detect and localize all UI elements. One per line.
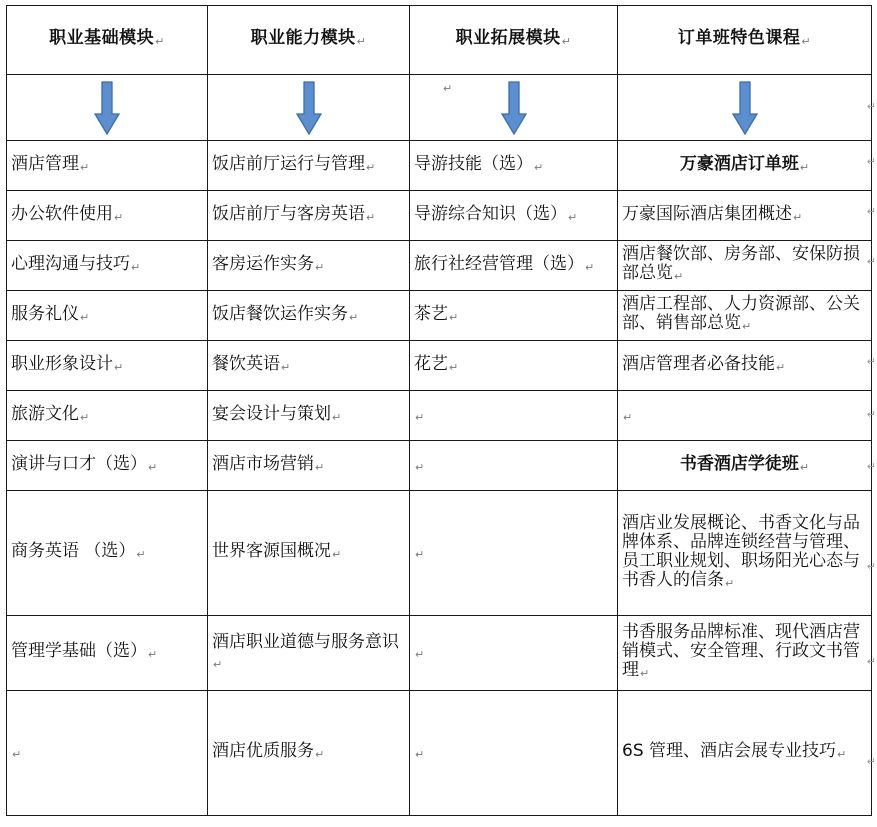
edge-mark: ↵	[866, 205, 876, 218]
paragraph-mark: ↵	[213, 657, 223, 671]
basic-module-cell	[7, 691, 208, 816]
paragraph-mark: ↵	[799, 460, 810, 474]
header-row	[7, 6, 872, 75]
edge-mark: ↵	[866, 155, 876, 168]
order-course-cell	[618, 691, 872, 816]
expand-module-cell	[410, 241, 618, 291]
cell-text: 餐饮英语	[212, 353, 280, 374]
cell-text: 客房运作实务	[212, 253, 314, 274]
order-course-cell	[618, 491, 872, 616]
ability-module-cell	[208, 141, 410, 191]
paragraph-mark: ↵	[449, 310, 459, 324]
order-course-cell	[618, 291, 872, 341]
paragraph-mark: ↵	[561, 35, 572, 48]
ability-module-cell	[208, 616, 410, 691]
header-label: 职业基础模块	[49, 28, 155, 48]
expand-module-cell	[410, 341, 618, 391]
expand-module-cell	[410, 141, 618, 191]
paragraph-mark: ↵	[281, 360, 291, 374]
table-row	[7, 141, 872, 191]
paragraph-mark: ↵	[114, 210, 124, 224]
header-basic-module	[7, 6, 208, 75]
cell-text: 服务礼仪	[11, 303, 79, 324]
paragraph-mark: ↵	[837, 748, 847, 761]
expand-module-cell	[410, 491, 618, 616]
edge-mark: ↵	[866, 255, 876, 268]
ability-module-cell	[208, 191, 410, 241]
cell-text: 酒店管理	[11, 153, 79, 174]
ability-module-cell	[208, 391, 410, 441]
expand-module-cell	[410, 391, 618, 441]
table-row	[7, 341, 872, 391]
edge-mark: ↵	[866, 408, 876, 421]
expand-module-cell	[410, 191, 618, 241]
paragraph-mark: ↵	[80, 310, 90, 324]
table-row	[7, 191, 872, 241]
basic-module-cell	[7, 141, 208, 191]
paragraph-mark: ↵	[623, 410, 633, 424]
down-arrow-icon	[296, 81, 322, 135]
paragraph-mark: ↵	[793, 210, 803, 224]
cell-text: 酒店工程部、人力资源部、公关部、销售部总览	[622, 294, 860, 333]
cell-text: 酒店业发展概论、书香文化与品牌体系、品牌连锁经营与管理、员工职业规划、职场阳光心态与书香人的信条	[622, 512, 860, 590]
paragraph-mark: ↵	[114, 360, 124, 374]
header-expand-module	[410, 6, 618, 75]
cell-text: 6S 管理、酒店会展专业技巧	[622, 741, 837, 761]
paragraph-mark: ↵	[349, 310, 359, 324]
paragraph-mark: ↵	[742, 320, 752, 333]
basic-module-cell	[7, 341, 208, 391]
basic-module-cell	[7, 441, 208, 491]
header-label: 职业拓展模块	[455, 28, 561, 48]
table-row	[7, 241, 872, 291]
arrow-row	[7, 75, 872, 141]
cell-text: 万豪酒店订单班	[679, 153, 799, 174]
paragraph-mark: ↵	[568, 210, 578, 224]
down-arrow-icon	[94, 81, 120, 135]
cell-text: 酒店餐饮部、房务部、安保防损部总览	[622, 244, 860, 283]
cell-text: 茶艺	[414, 303, 448, 324]
edge-mark: ↵	[866, 560, 876, 573]
paragraph-mark: ↵	[443, 82, 453, 95]
paragraph-mark: ↵	[585, 260, 595, 274]
basic-module-cell	[7, 191, 208, 241]
cell-text: 演讲与口才（选）	[11, 453, 147, 474]
cell-text: 办公软件使用	[11, 203, 113, 224]
ability-module-cell	[208, 241, 410, 291]
edge-mark: ↵	[866, 460, 876, 473]
paragraph-mark: ↵	[12, 748, 22, 761]
table-row	[7, 391, 872, 441]
header-order-course	[618, 6, 872, 75]
expand-module-cell	[410, 291, 618, 341]
paragraph-mark: ↵	[315, 460, 325, 474]
cell-text: 饭店前厅运行与管理	[212, 153, 365, 174]
header-ability-module	[208, 6, 410, 75]
order-course-cell	[618, 441, 872, 491]
paragraph-mark: ↵	[799, 160, 810, 174]
header-label: 职业能力模块	[250, 28, 356, 48]
cell-text: 导游技能（选）	[414, 153, 533, 174]
cell-text: 职业形象设计	[11, 353, 113, 374]
paragraph-mark: ↵	[415, 748, 425, 761]
basic-module-cell	[7, 241, 208, 291]
table-row	[7, 491, 872, 616]
cell-text: 宴会设计与策划	[212, 403, 331, 424]
paragraph-mark: ↵	[415, 460, 425, 474]
paragraph-mark: ↵	[801, 35, 812, 48]
paragraph-mark: ↵	[131, 260, 141, 274]
cell-text: 饭店餐饮运作实务	[212, 303, 348, 324]
expand-module-cell	[410, 691, 618, 816]
paragraph-mark: ↵	[315, 260, 325, 274]
edge-mark: ↵	[866, 755, 876, 768]
order-course-cell	[618, 391, 872, 441]
cell-text: 书香酒店学徒班	[679, 453, 799, 474]
paragraph-mark: ↵	[534, 160, 544, 174]
paragraph-mark: ↵	[449, 360, 459, 374]
paragraph-mark: ↵	[366, 210, 376, 224]
paragraph-mark: ↵	[80, 410, 90, 424]
paragraph-mark: ↵	[640, 667, 650, 680]
order-course-cell	[618, 241, 872, 291]
ability-module-cell	[208, 491, 410, 616]
cell-text: 书香服务品牌标准、现代酒店营销模式、安全管理、行政文书管理	[622, 622, 860, 680]
order-course-cell	[618, 141, 872, 191]
paragraph-mark: ↵	[415, 648, 425, 661]
basic-module-cell	[7, 291, 208, 341]
paragraph-mark: ↵	[155, 35, 165, 48]
paragraph-mark: ↵	[356, 35, 367, 48]
paragraph-mark: ↵	[332, 548, 342, 561]
cell-text: 旅游文化	[11, 403, 79, 424]
paragraph-mark: ↵	[148, 648, 158, 661]
ability-module-cell	[208, 341, 410, 391]
paragraph-mark: ↵	[332, 410, 342, 424]
paragraph-mark: ↵	[315, 748, 325, 761]
ability-module-cell	[208, 441, 410, 491]
down-arrow-icon	[501, 81, 527, 135]
cell-text: 酒店优质服务	[212, 741, 314, 761]
table-row	[7, 441, 872, 491]
basic-module-cell	[7, 391, 208, 441]
arrow-cell	[618, 75, 872, 141]
paragraph-mark: ↵	[136, 548, 146, 561]
paragraph-mark: ↵	[80, 160, 90, 174]
order-course-cell	[618, 616, 872, 691]
paragraph-mark: ↵	[366, 160, 376, 174]
cell-text: 酒店管理者必备技能	[622, 353, 775, 374]
paragraph-mark: ↵	[725, 576, 735, 590]
cell-text: 旅行社经营管理（选）	[414, 253, 584, 274]
arrow-cell	[208, 75, 410, 141]
cell-text: 饭店前厅与客房英语	[212, 203, 365, 224]
expand-module-cell	[410, 616, 618, 691]
paragraph-mark: ↵	[674, 270, 684, 283]
ability-module-cell	[208, 291, 410, 341]
paragraph-mark: ↵	[776, 360, 786, 374]
cell-text: 商务英语 （选）	[11, 541, 136, 561]
edge-mark: ↵	[866, 655, 876, 668]
table-row	[7, 691, 872, 816]
basic-module-cell	[7, 616, 208, 691]
basic-module-cell	[7, 491, 208, 616]
header-label: 订单班特色课程	[677, 28, 801, 48]
table-row	[7, 616, 872, 691]
cell-text: 世界客源国概况	[212, 541, 331, 561]
table-row	[7, 291, 872, 341]
course-rows	[7, 141, 872, 816]
arrow-cell	[7, 75, 208, 141]
cell-text: 酒店职业道德与服务意识	[212, 631, 399, 652]
paragraph-mark: ↵	[148, 460, 158, 474]
edge-mark: ↵	[866, 355, 876, 368]
cell-text: 心理沟通与技巧	[11, 253, 130, 274]
cell-text: 万豪国际酒店集团概述	[622, 203, 792, 224]
cell-text: 酒店市场营销	[212, 453, 314, 474]
order-course-cell	[618, 341, 872, 391]
paragraph-mark: ↵	[415, 548, 425, 561]
cell-text: 花艺	[414, 353, 448, 374]
curriculum-table	[6, 5, 872, 816]
cell-text: 管理学基础（选）	[11, 641, 147, 661]
edge-mark: ↵	[866, 100, 876, 113]
paragraph-mark: ↵	[415, 410, 425, 424]
cell-text: 导游综合知识（选）	[414, 203, 567, 224]
order-course-cell	[618, 191, 872, 241]
ability-module-cell	[208, 691, 410, 816]
down-arrow-icon	[732, 81, 758, 135]
arrow-cell	[410, 75, 618, 141]
expand-module-cell	[410, 441, 618, 491]
